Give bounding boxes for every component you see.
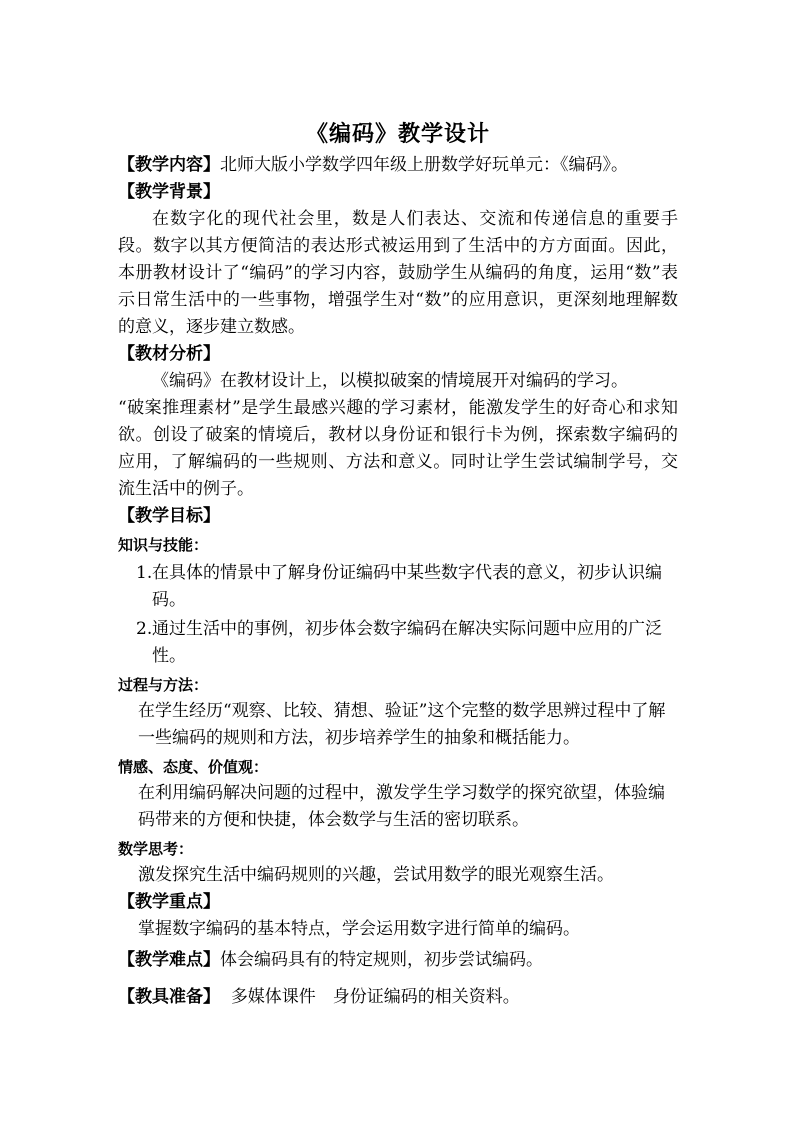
process-method-text: 在学生经历“观察、比较、猜想、验证”这个完整的数学思辨过程中了解一些编码的规则和方法，初步培养学生的抽象和概括能力。 xyxy=(138,701,666,748)
teaching-goals-label: 【教学目标】 xyxy=(118,506,220,526)
list-item-text: 通过生活中的事例，初步体会数字编码在解决实际问题中应用的广泛性。 xyxy=(152,619,662,666)
document-title: 《编码》教学设计 xyxy=(305,121,490,147)
teaching-background-text: 在数字化的现代社会里，数是人们表达、交流和传递信息的重要手段。数字以其方便简洁的表达形式被运用到了生活中的方方面面。因此，本册教材设计了“编码”的学习内容，鼓励学生从编码的角度，运用“数”表示日常生活中的一些事物，增强学生对“数”的应用意识，更深刻地理解数的意义，逐步建立数感。 xyxy=(118,209,678,337)
knowledge-skills-label: 知识与技能： xyxy=(118,536,209,554)
list-item-text: 在具体的情景中了解身份证编码中某些数字代表的意义，初步认识编码。 xyxy=(152,563,662,610)
math-thinking-label: 数学思考： xyxy=(118,840,194,858)
teaching-content-label: 【教学内容】 xyxy=(118,155,220,175)
emotion-attitude-text: 在利用编码解决问题的过程中，激发学生学习数学的探究欲望，体验编码带来的方便和快捷，体会数学与生活的密切联系。 xyxy=(138,783,665,830)
list-item xyxy=(118,616,678,670)
materials-text: 多媒体课件 身份证编码的相关资料。 xyxy=(230,987,520,1007)
materials xyxy=(118,984,678,1011)
list-item-number: 1. xyxy=(136,563,153,583)
process-method-label: 过程与方法： xyxy=(118,676,209,694)
list-item xyxy=(118,560,678,614)
teaching-background-label: 【教学背景】 xyxy=(118,182,220,202)
difficulties-label: 【教学难点】 xyxy=(118,950,220,970)
material-analysis-text-1: 《编码》在教材设计上，以模拟破案的情境展开对编码的学习。 xyxy=(152,371,628,391)
material-analysis-label: 【教材分析】 xyxy=(118,344,220,364)
materials-label: 【教具准备】 xyxy=(118,987,220,1007)
key-points-text: 掌握数字编码的基本特点，学会运用数字进行简单的编码。 xyxy=(138,919,580,939)
difficulties xyxy=(118,947,678,974)
difficulties-text: 体会编码具有的特定规则，初步尝试编码。 xyxy=(220,950,543,970)
key-points-label: 【教学重点】 xyxy=(118,892,220,912)
teaching-content-text: 北师大版小学数学四年级上册数学好玩单元：《编码》。 xyxy=(220,155,628,175)
teaching-content xyxy=(118,152,678,179)
emotion-attitude-label: 情感、态度、价值观： xyxy=(118,758,269,776)
material-analysis-text-2: “破案推理素材”是学生最感兴趣的学习素材，能激发学生的好奇心和求知欲。创设了破案的情境后，教材以身份证和银行卡为例，探索数字编码的应用，了解编码的一些规则、方法和意义。同时让学生尝试编制学号，交流生活中的例子。 xyxy=(118,398,678,499)
math-thinking-text: 激发探究生活中编码规则的兴趣，尝试用数学的眼光观察生活。 xyxy=(138,865,614,885)
list-item-number: 2. xyxy=(136,619,153,639)
document-page xyxy=(118,118,678,1011)
knowledge-skills-list xyxy=(118,560,678,670)
